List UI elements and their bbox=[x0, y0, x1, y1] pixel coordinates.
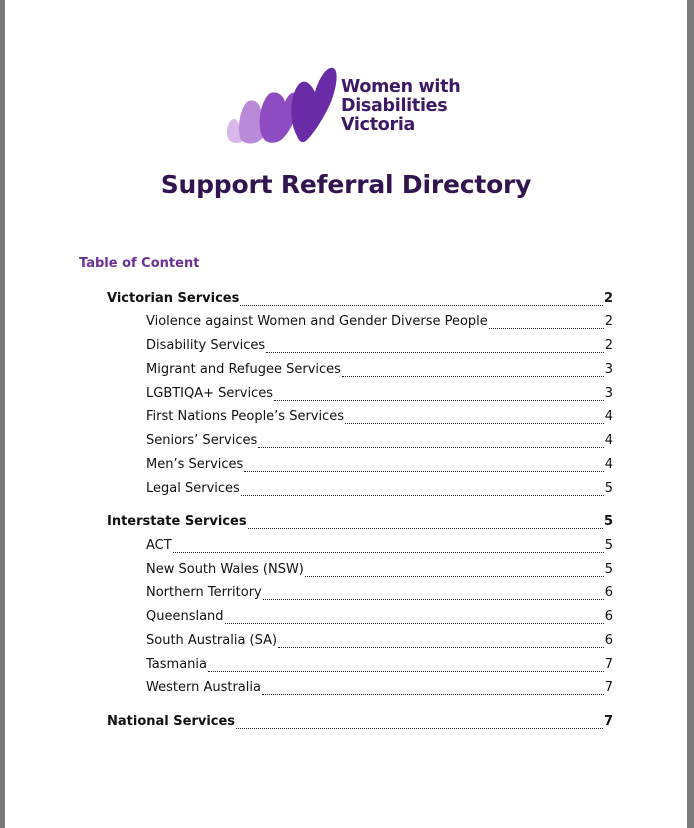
toc-entry[interactable] bbox=[146, 657, 613, 677]
toc-page-number: 4 bbox=[604, 409, 613, 424]
toc-section-victorian[interactable] bbox=[107, 291, 613, 311]
toc-page-number: 5 bbox=[604, 538, 613, 553]
toc-leader bbox=[241, 494, 604, 496]
toc-leader bbox=[258, 446, 603, 448]
toc-page-number: 2 bbox=[604, 314, 613, 329]
toc-page-number: 7 bbox=[603, 714, 613, 729]
toc-page-number: 3 bbox=[604, 386, 613, 401]
toc-section-national[interactable] bbox=[107, 714, 613, 734]
toc-entry[interactable] bbox=[146, 562, 613, 582]
toc-leader bbox=[278, 646, 604, 648]
toc-leader bbox=[305, 575, 604, 577]
toc-entry-label: Violence against Women and Gender Diverse People bbox=[146, 314, 488, 329]
toc-entry-label: Seniors’ Services bbox=[146, 433, 258, 448]
toc-entry[interactable] bbox=[146, 457, 613, 477]
document-title: Support Referral Directory bbox=[160, 170, 532, 199]
toc-leader bbox=[240, 304, 603, 306]
toc-section-interstate[interactable] bbox=[107, 514, 613, 534]
toc-entry-label: South Australia (SA) bbox=[146, 633, 278, 648]
toc-page-number: 2 bbox=[604, 338, 613, 353]
toc-entry-label: New South Wales (NSW) bbox=[146, 562, 304, 577]
toc-leader bbox=[173, 551, 604, 553]
toc-page-number: 2 bbox=[603, 291, 613, 306]
toc-entry[interactable] bbox=[146, 338, 613, 358]
toc-entry-label: Disability Services bbox=[146, 338, 266, 353]
toc-leader bbox=[236, 727, 603, 729]
toc-entry-label: Western Australia bbox=[146, 680, 261, 695]
toc-entry[interactable] bbox=[146, 314, 613, 334]
logo-line: Women with bbox=[341, 77, 461, 97]
toc-leader bbox=[262, 693, 604, 695]
toc-entry-label: LGBTIQA+ Services bbox=[146, 386, 273, 401]
toc-entry-label: Northern Territory bbox=[146, 585, 262, 600]
toc-page-number: 5 bbox=[603, 514, 613, 529]
toc-entry[interactable] bbox=[146, 433, 613, 453]
toc-entry-label: National Services bbox=[107, 714, 236, 729]
toc-page-number: 5 bbox=[604, 481, 613, 496]
toc-entry-label: Tasmania bbox=[146, 657, 207, 672]
toc-leader bbox=[244, 470, 603, 472]
logo-wave-icon bbox=[223, 64, 341, 144]
toc-entry-label: Victorian Services bbox=[107, 291, 240, 306]
toc-entry-label: Migrant and Refugee Services bbox=[146, 362, 341, 377]
toc-page-number: 6 bbox=[604, 633, 613, 648]
toc-page-number: 6 bbox=[604, 609, 613, 624]
toc-leader bbox=[225, 622, 604, 624]
logo-line: Disabilities bbox=[341, 96, 448, 116]
toc-leader bbox=[208, 670, 604, 672]
toc-page-number: 5 bbox=[604, 562, 613, 577]
toc-leader bbox=[274, 399, 604, 401]
toc-entry-label: Legal Services bbox=[146, 481, 240, 496]
toc-page-number: 6 bbox=[604, 585, 613, 600]
toc-entry[interactable] bbox=[146, 538, 613, 558]
toc-page-number: 3 bbox=[604, 362, 613, 377]
toc-entry[interactable] bbox=[146, 386, 613, 406]
toc-page-number: 4 bbox=[604, 457, 613, 472]
document-page bbox=[5, 0, 687, 828]
toc-leader bbox=[489, 327, 604, 329]
toc-leader bbox=[263, 598, 604, 600]
wdv-logo bbox=[223, 64, 475, 144]
toc-entry[interactable] bbox=[146, 680, 613, 700]
toc-leader bbox=[342, 375, 604, 377]
toc-entry[interactable] bbox=[146, 481, 613, 501]
toc-entry-label: ACT bbox=[146, 538, 172, 553]
toc-entry-label: First Nations People’s Services bbox=[146, 409, 345, 424]
toc-entry[interactable] bbox=[146, 609, 613, 629]
toc-page-number: 7 bbox=[604, 680, 613, 695]
toc-entry[interactable] bbox=[146, 409, 613, 429]
toc-entry[interactable] bbox=[146, 585, 613, 605]
toc-entry-label: Interstate Services bbox=[107, 514, 247, 529]
toc-entry-label: Men’s Services bbox=[146, 457, 244, 472]
logo-wordmark bbox=[341, 78, 460, 135]
toc-page-number: 7 bbox=[604, 657, 613, 672]
toc-page-number: 4 bbox=[604, 433, 613, 448]
toc-entry-label: Queensland bbox=[146, 609, 224, 624]
toc-entry[interactable] bbox=[146, 633, 613, 653]
toc-leader bbox=[345, 422, 604, 424]
logo-line: Victoria bbox=[341, 115, 416, 135]
toc-heading: Table of Content bbox=[79, 256, 200, 271]
toc-leader bbox=[266, 351, 604, 353]
toc-entry[interactable] bbox=[146, 362, 613, 382]
toc-leader bbox=[248, 527, 603, 529]
